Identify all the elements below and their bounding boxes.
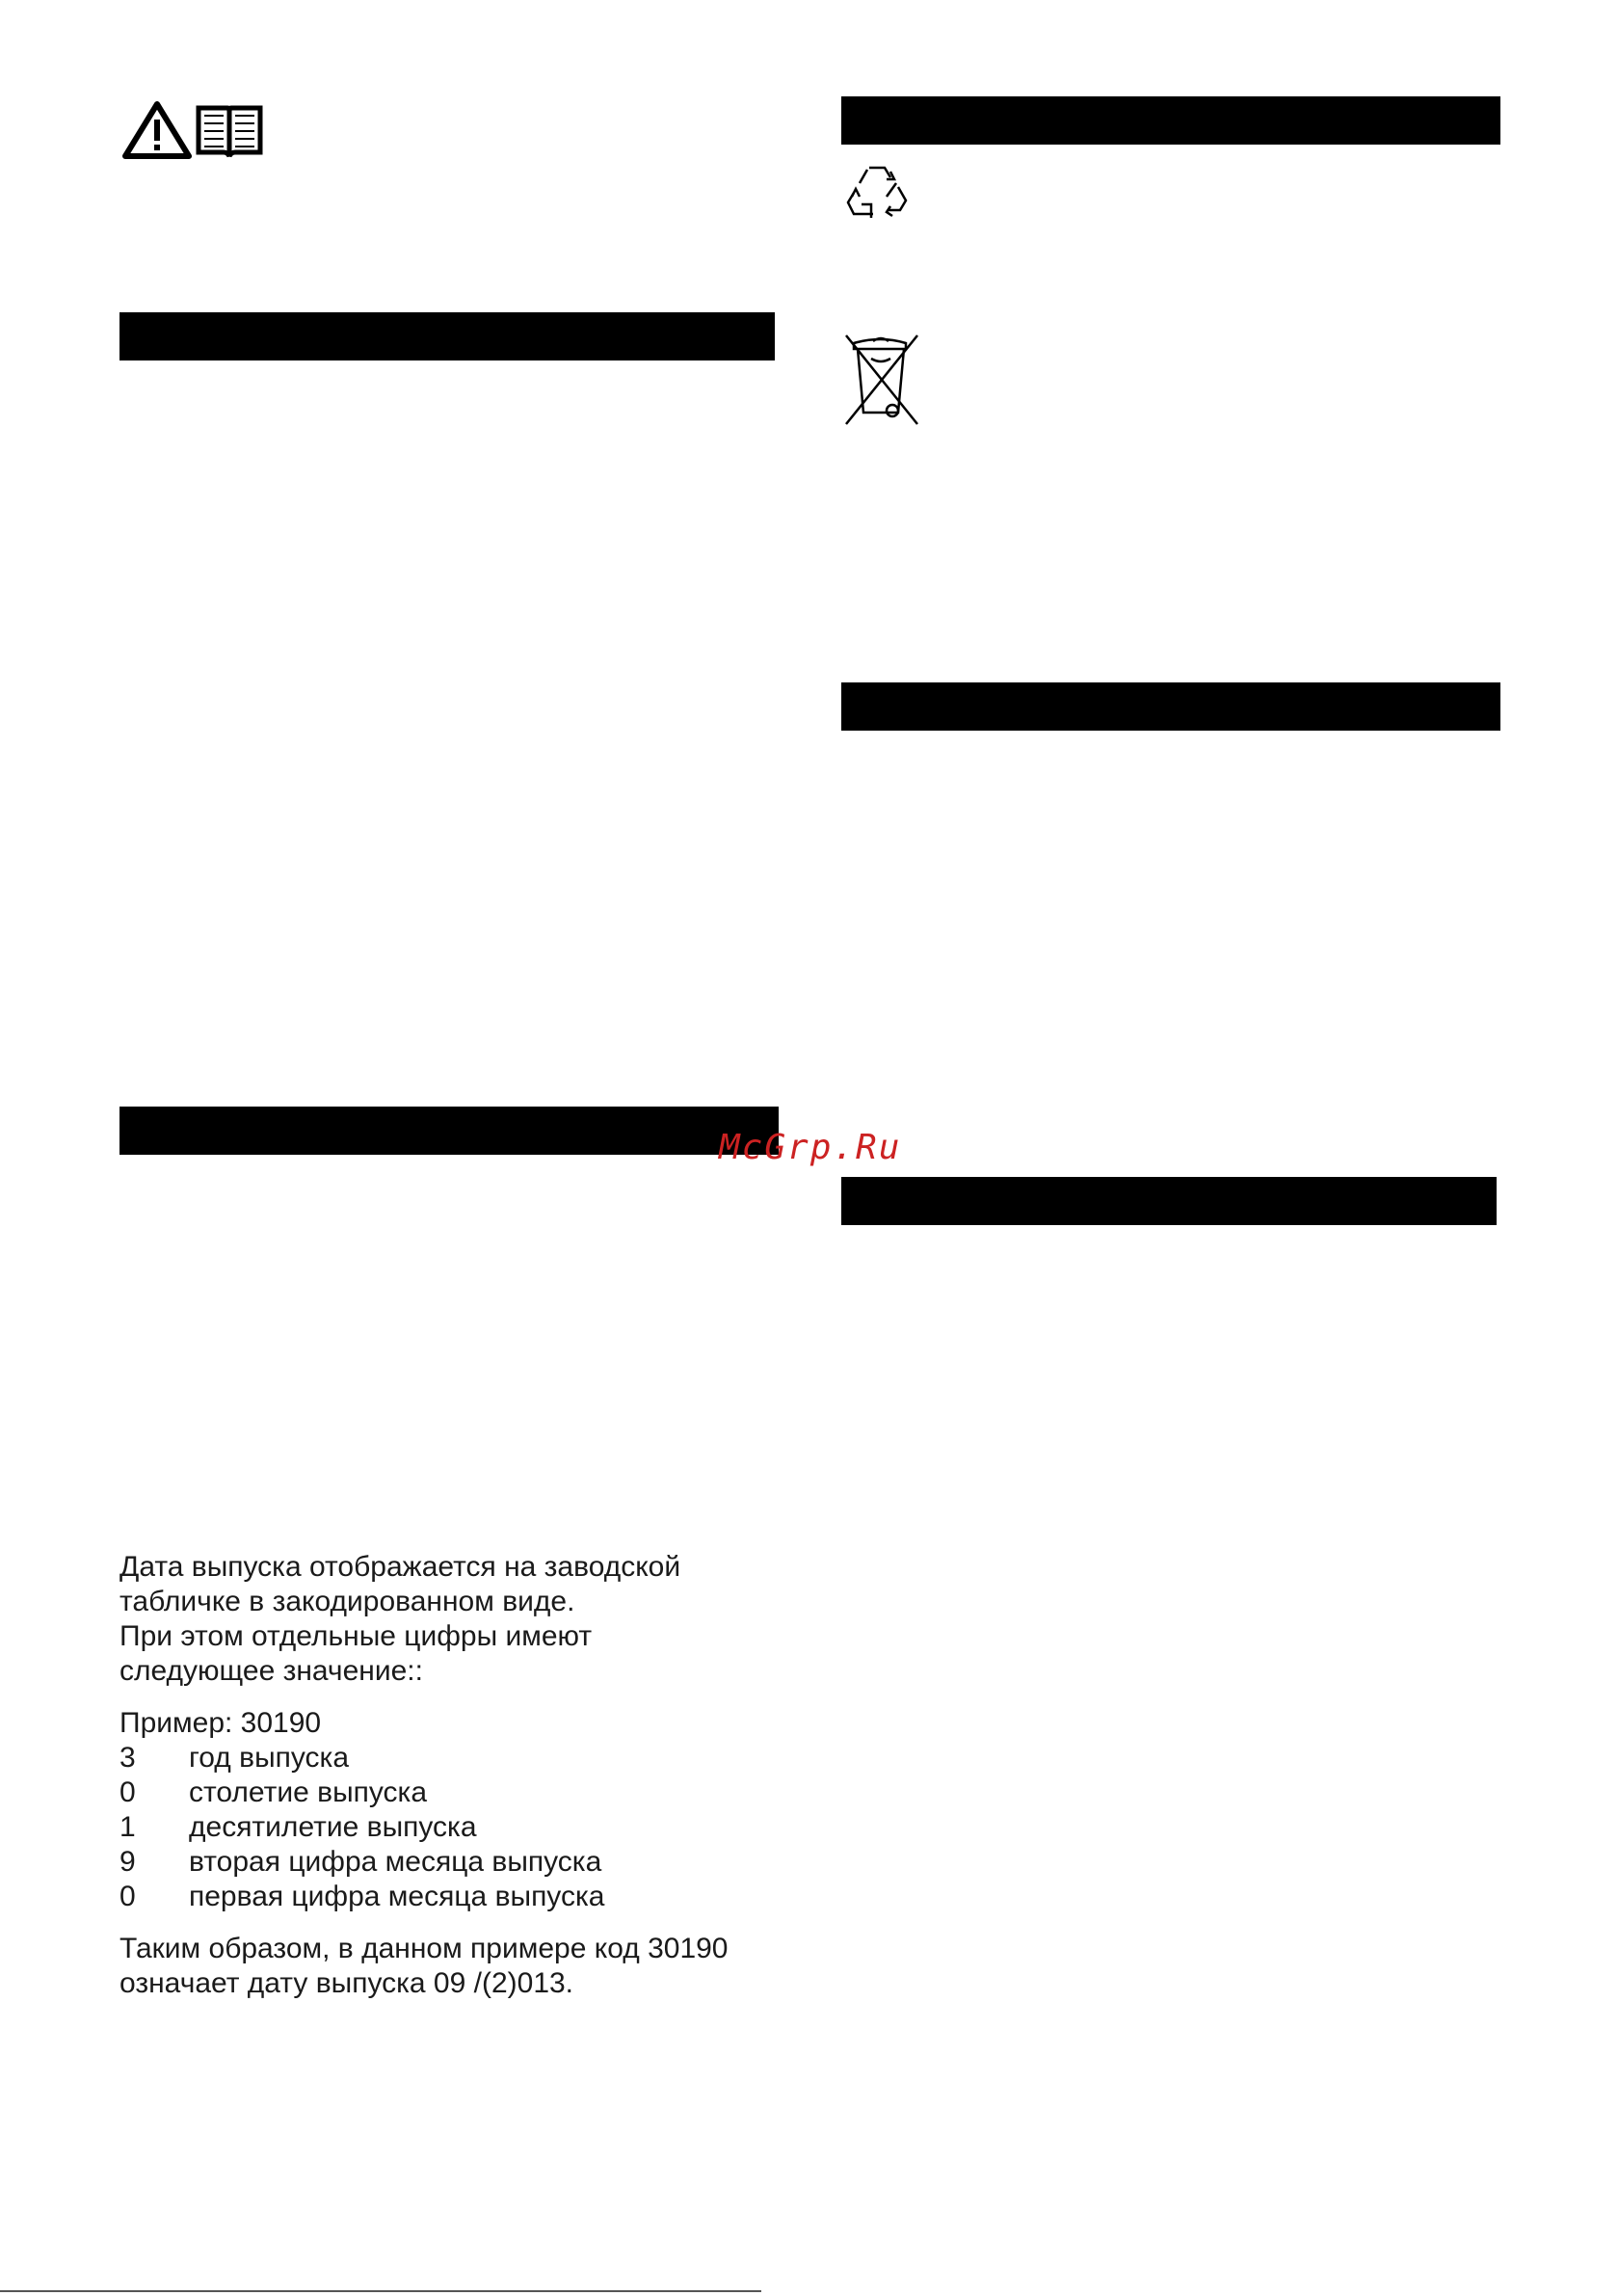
digit-row bbox=[119, 1775, 604, 1810]
intro-line: При этом отдельные цифры имеют bbox=[119, 1620, 593, 1652]
date-code-example bbox=[119, 1706, 604, 1914]
digit-meaning: вторая цифра месяца выпуска bbox=[189, 1846, 602, 1878]
recycle-icon bbox=[842, 158, 912, 226]
open-book-icon bbox=[195, 100, 264, 160]
digit-row bbox=[119, 1845, 604, 1880]
digit: 0 bbox=[119, 1881, 136, 1912]
date-code-conclusion bbox=[119, 1932, 729, 2001]
watermark: McGrp.Ru bbox=[719, 1128, 902, 1167]
intro-line: следующее значение:: bbox=[119, 1655, 423, 1687]
warning-triangle-icon bbox=[121, 100, 193, 160]
digit-meaning: год выпуска bbox=[189, 1742, 350, 1774]
digit-row bbox=[119, 1741, 604, 1775]
section-header-bar-left-1 bbox=[119, 312, 775, 360]
digit: 3 bbox=[119, 1742, 136, 1774]
digit: 1 bbox=[119, 1811, 136, 1843]
digit-meaning: первая цифра месяца выпуска bbox=[189, 1881, 605, 1912]
section-header-bar-right-3 bbox=[841, 1177, 1497, 1225]
digit-row bbox=[119, 1880, 604, 1914]
crossed-out-bin-icon bbox=[842, 334, 921, 426]
section-header-bar-right-1 bbox=[841, 96, 1500, 145]
intro-line: Дата выпуска отображается на заводской bbox=[119, 1551, 681, 1583]
section-header-bar-right-2 bbox=[841, 682, 1500, 731]
conclusion-line: означает дату выпуска 09 /(2)013. bbox=[119, 1967, 574, 1999]
footer-rule bbox=[0, 2290, 761, 2292]
intro-line: табличке в закодированном виде. bbox=[119, 1586, 575, 1617]
digit-row bbox=[119, 1810, 604, 1845]
section-header-bar-left-2 bbox=[119, 1107, 779, 1155]
digit: 0 bbox=[119, 1776, 136, 1808]
conclusion-line: Таким образом, в данном примере код 30190 bbox=[119, 1933, 729, 1964]
digit-meaning: столетие выпуска bbox=[189, 1776, 428, 1808]
example-label: Пример: 30190 bbox=[119, 1707, 322, 1739]
digit-meaning: десятилетие выпуска bbox=[189, 1811, 477, 1843]
digit: 9 bbox=[119, 1846, 136, 1878]
date-code-intro bbox=[119, 1550, 680, 1689]
